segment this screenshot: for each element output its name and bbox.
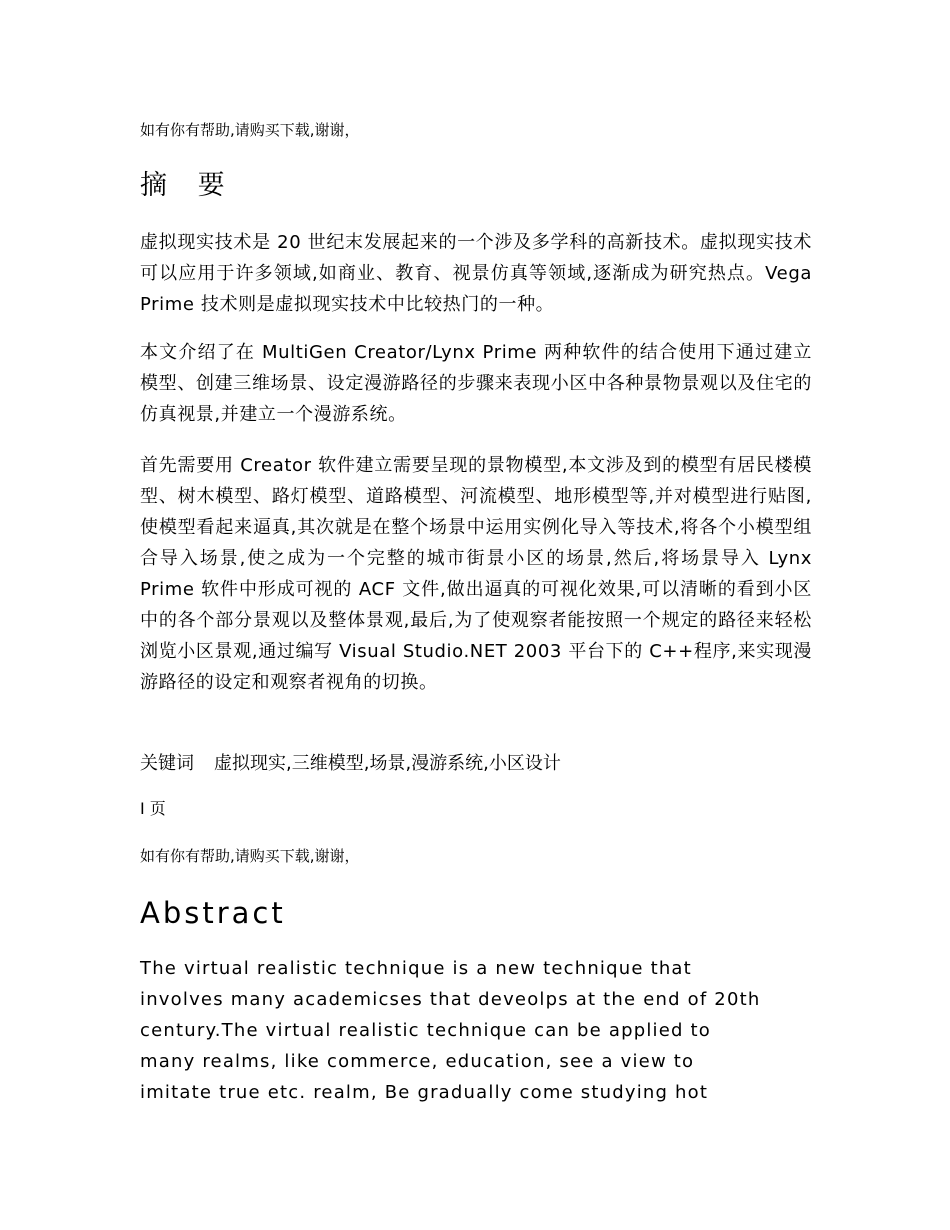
keywords-value: 虚拟现实,三维模型,场景,漫游系统,小区设计 <box>214 753 561 774</box>
english-abstract-title: Abstract <box>140 896 286 930</box>
page-number: I 页 <box>140 799 166 818</box>
abstract-paragraph-1: 虚拟现实技术是 20 世纪末发展起来的一个涉及多学科的高新技术。虚拟现实技术可以应用于许多领域,如商业、教育、视景仿真等领域,逐渐成为研究热点。Vega Prime 技术则是虚拟现实技术中比较热门的一种。 <box>140 232 812 315</box>
english-abstract-line: The virtual realistic technique is a new technique that <box>140 958 692 979</box>
english-abstract-line: many realms, like commerce, education, see a view to <box>140 1051 695 1072</box>
abstract-paragraph-3: 首先需要用 Creator 软件建立需要呈现的景物模型,本文涉及到的模型有居民楼模型、树木模型、路灯模型、道路模型、河流模型、地形模型等,并对模型进行贴图,使模型看起来逼真,其次就是在整个场景中运用实例化导入等技术,将各个小模型组合导入场景,使之成为一个完整的城市街景小区的场景,然后,将场景导入 Lynx Prime 软件中形成可视的 ACF 文件,做出逼真的可视化效果,可以清晰的看到小区中的各个部分景观以及整体景观,最后,为了使观察者能按照一个规定的路径来轻松浏览小区景观,通过编写 Visual Studio.NET 2003 平台下的 C++程序,来实现漫游路径的设定和观察者视角的切换。 <box>140 455 812 693</box>
chinese-abstract-title: 摘 要 <box>140 170 236 201</box>
abstract-paragraph-2: 本文介绍了在 MultiGen Creator/Lynx Prime 两种软件的结合使用下通过建立模型、创建三维场景、设定漫游路径的步骤来表现小区中各种景物景观以及住宅的仿真视景,并建立一个漫游系统。 <box>140 342 812 425</box>
keywords-line <box>140 748 561 779</box>
keywords-label: 关键词 <box>140 753 194 774</box>
english-abstract-line: imitate true etc. realm, Be gradually come studying hot <box>140 1082 709 1103</box>
english-abstract-paragraph <box>140 953 812 1108</box>
english-abstract-line: century.The virtual realistic technique can be applied to <box>140 1020 712 1041</box>
header-note: 如有你有帮助,请购买下载,谢谢， <box>140 121 360 139</box>
header-note-second: 如有你有帮助,请购买下载,谢谢， <box>140 847 360 865</box>
english-abstract-line: involves many academicses that deveolps at the end of 20th <box>140 989 761 1010</box>
